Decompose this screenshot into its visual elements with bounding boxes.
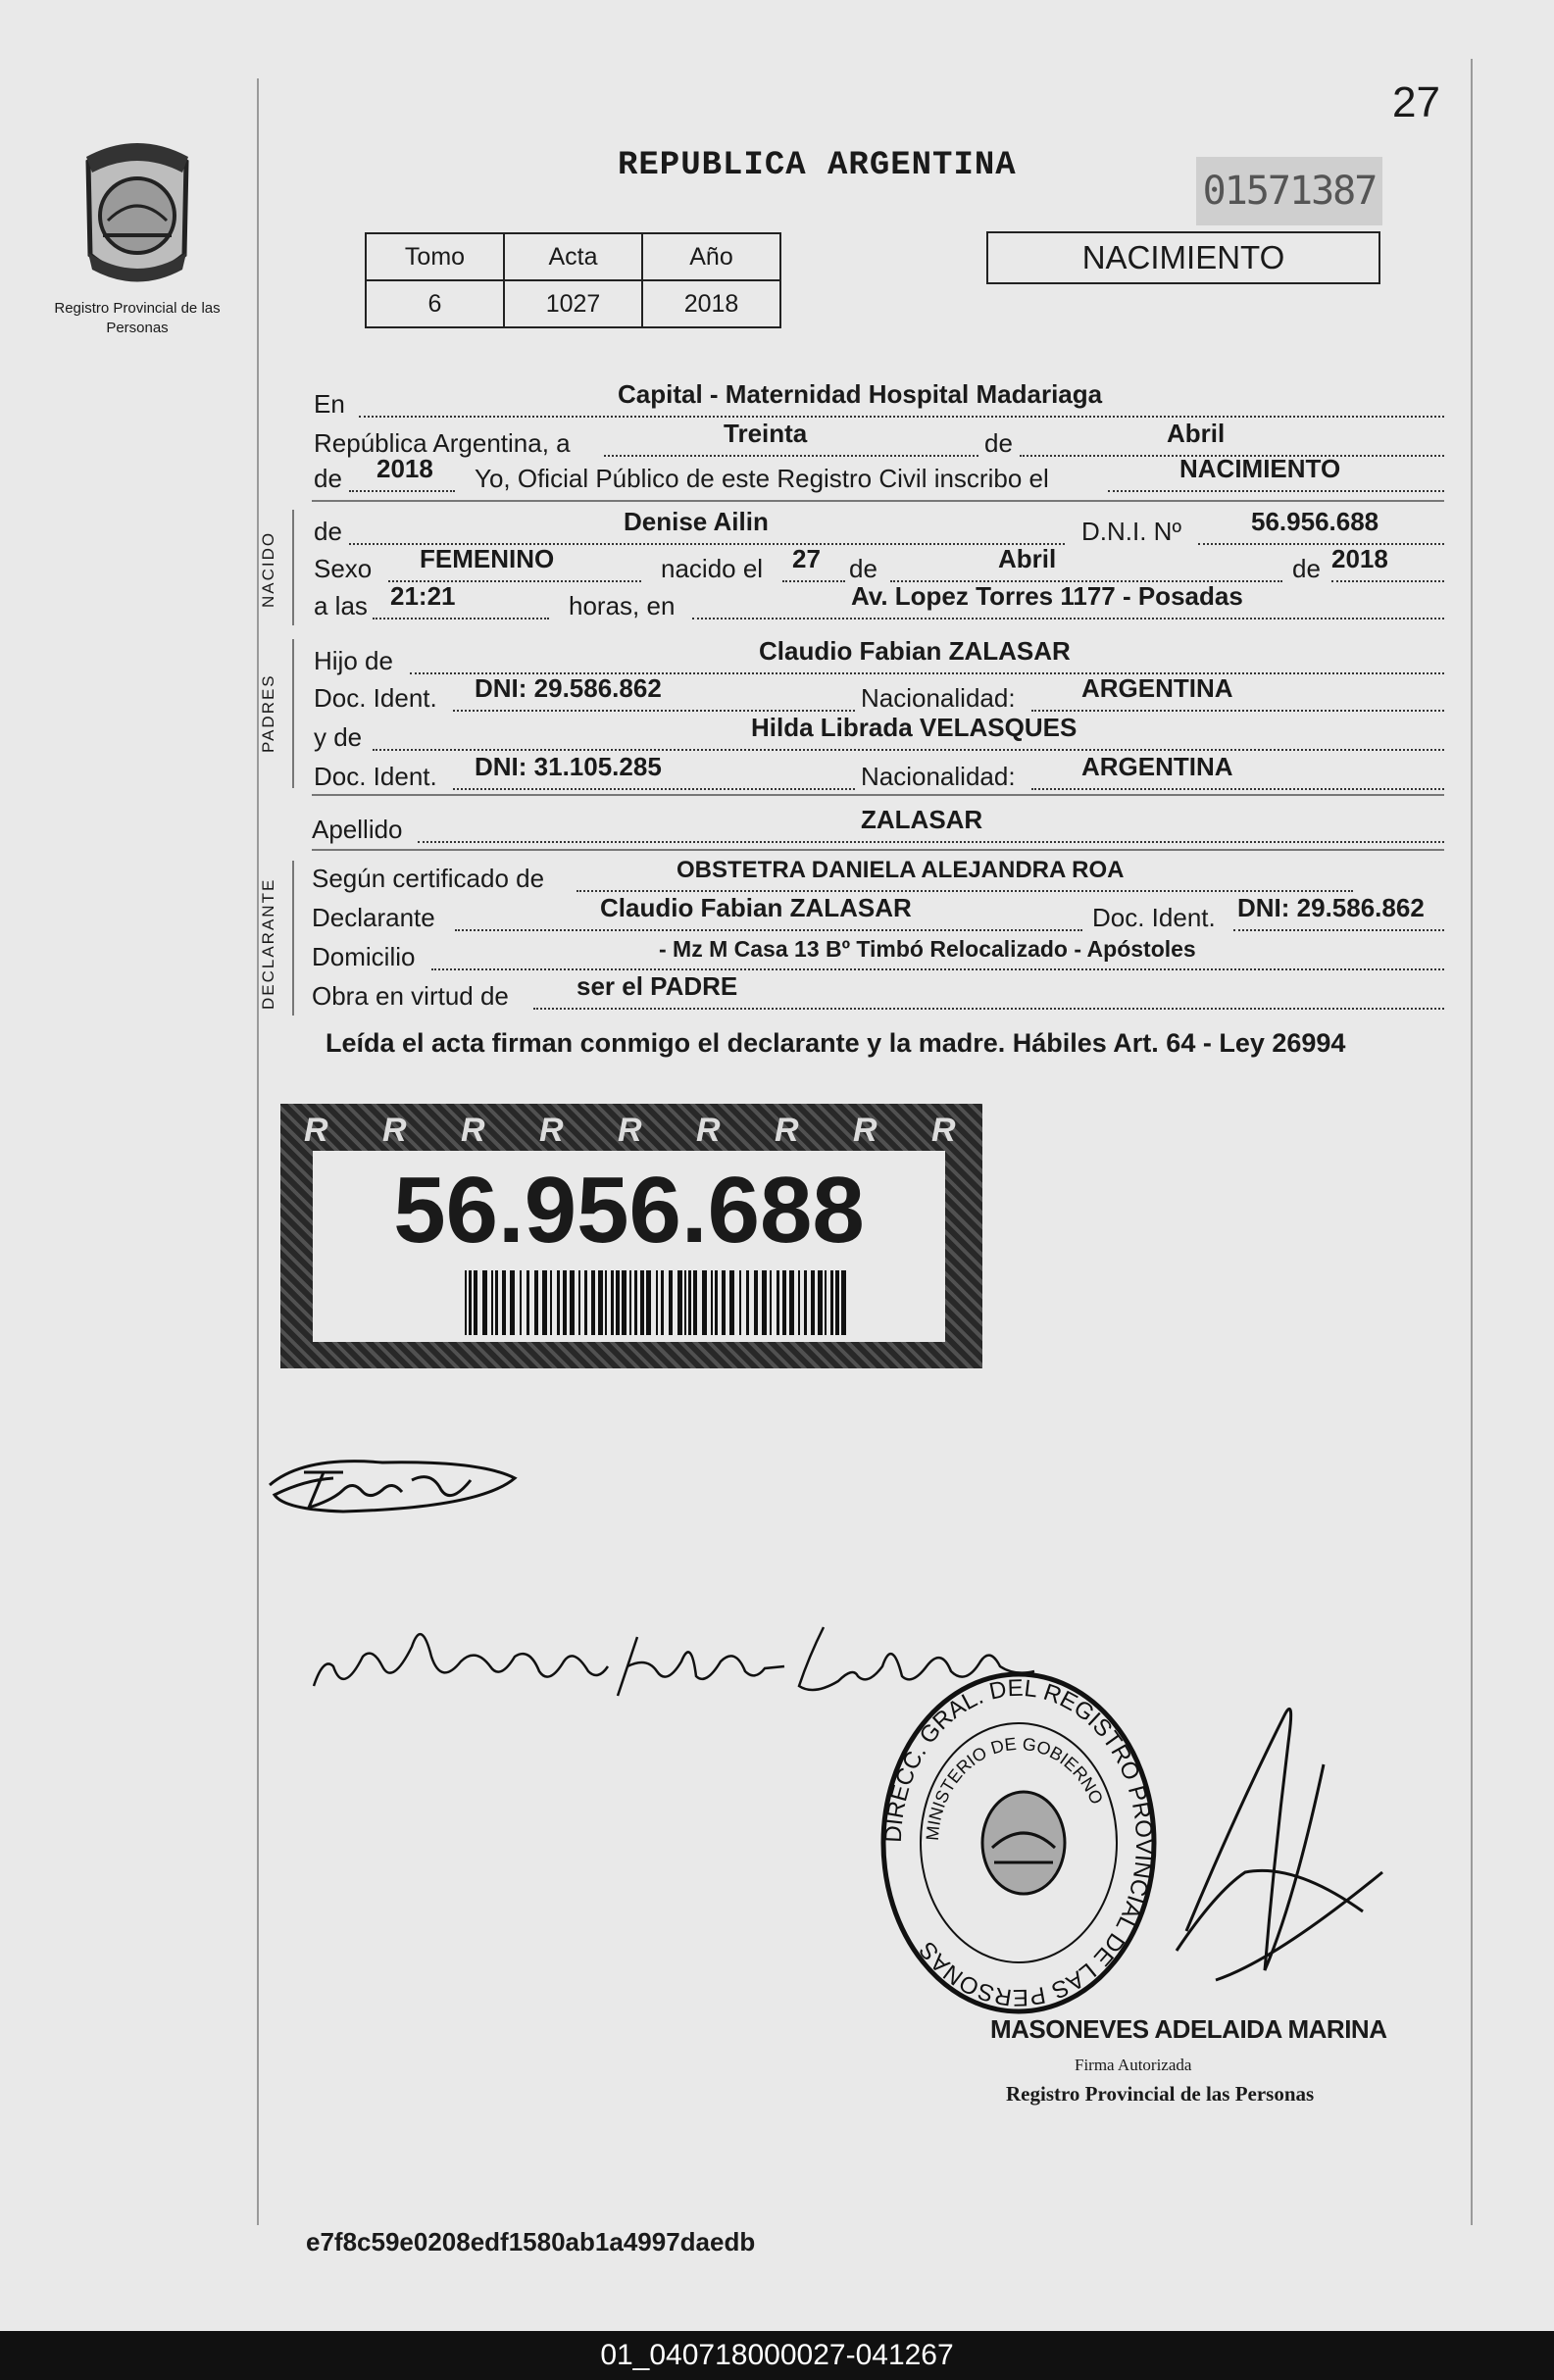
surname-value: ZALASAR (861, 805, 983, 834)
obra-row (312, 971, 1444, 1016)
nat-label: Nacionalidad: (861, 762, 1016, 791)
official-name: MASONEVES ADELAIDA MARINA (990, 2014, 1387, 2044)
hours-label: horas, en (569, 591, 676, 620)
declarante-side-label: DECLARANTE (259, 877, 277, 1010)
declarant-label: Declarante (312, 903, 435, 932)
registry-label: Registro Provincial de las Personas (1006, 2082, 1315, 2106)
seal-inner-text: MINISTERIO DE GOBIERNO (922, 1733, 1107, 1842)
svg-text:R: R (775, 1112, 799, 1149)
place-value: Capital - Maternidad Hospital Madariaga (618, 379, 1103, 409)
document-hash: e7f8c59e0208edf1580ab1a4997daedb (306, 2227, 756, 2256)
birth-time: 21:21 (390, 581, 456, 611)
footnote: Leída el acta firman conmigo el declarante y la madre. Hábiles Art. 64 - Ley 26994 (326, 1028, 1346, 1058)
domicile-value: - Mz M Casa 13 Bº Timbó Relocalizado - Apóstoles (659, 936, 1196, 962)
page-title: REPUBLICA ARGENTINA (618, 147, 1017, 184)
surname-label: Apellido (312, 815, 403, 844)
birth-address: Av. Lopez Torres 1177 - Posadas (851, 581, 1243, 611)
svg-text:R: R (539, 1112, 564, 1149)
svg-text:R: R (304, 1112, 328, 1149)
id-sticker (280, 1104, 982, 1368)
sex-value: FEMENINO (420, 544, 555, 573)
svg-text:R: R (382, 1112, 407, 1149)
obra-label: Obra en virtud de (312, 981, 509, 1011)
svg-text:R: R (931, 1112, 956, 1149)
born-label: nacido el (661, 554, 764, 583)
day-value: Treinta (724, 419, 808, 448)
authorized-signature-label: Firma Autorizada (1075, 2056, 1192, 2074)
value-tomo: 6 (366, 280, 504, 327)
province-seal-icon (69, 137, 206, 294)
surname-row (312, 805, 1444, 849)
birth-year: 2018 (1331, 544, 1388, 573)
time-row (312, 581, 1444, 625)
de-label-2: de (849, 554, 877, 583)
cert-row (312, 859, 1444, 898)
birth-day: 27 (792, 544, 821, 573)
doc-label: Doc. Ident. (1092, 903, 1216, 932)
cert-value: OBSTETRA DANIELA ALEJANDRA ROA (677, 857, 1125, 883)
act-type-box: NACIMIENTO (986, 231, 1380, 284)
year-value: 2018 (376, 454, 433, 483)
seal-ring-text: DIRECC. GRAL. DEL REGISTRO PROVINCIAL DE LAS PERSONAS (879, 1674, 1158, 2011)
de-year-label: de (314, 464, 342, 493)
hijo-label: Hijo de (314, 646, 393, 675)
place-label: En (314, 389, 345, 419)
sticker-pattern-strip (280, 1104, 982, 1151)
domicile-label: Domicilio (312, 942, 416, 971)
padres-side-label: PADRES (259, 673, 277, 753)
left-margin-line (257, 78, 259, 2225)
header-ano: Año (642, 233, 780, 280)
registry-table (365, 232, 781, 328)
right-margin-line (1471, 59, 1473, 2225)
father-name: Claudio Fabian ZALASAR (759, 636, 1071, 666)
serial-number: 01571387 (1196, 157, 1382, 225)
year-row (312, 454, 1444, 498)
value-ano: 2018 (642, 280, 780, 327)
and-label: y de (314, 722, 363, 752)
document-id-bar: 01_040718000027-041267 (0, 2331, 1554, 2380)
official-signature (1157, 1657, 1392, 2049)
date-label: República Argentina, a (314, 428, 571, 458)
barcode-icon (465, 1270, 855, 1335)
svg-text:R: R (696, 1112, 721, 1149)
time-label: a las (314, 591, 368, 620)
cert-label: Según certificado de (312, 864, 545, 893)
declarant-signature (265, 1451, 520, 1519)
doc-label: Doc. Ident. (314, 762, 437, 791)
nat-label: Nacionalidad: (861, 683, 1016, 713)
header-tomo: Tomo (366, 233, 504, 280)
header-acta: Acta (504, 233, 642, 280)
mother-doc-row (312, 752, 1444, 796)
place-row (312, 379, 1444, 423)
mother-row (312, 713, 1444, 757)
logo-caption: Registro Provincial de las Personas (54, 300, 221, 336)
father-doc-row (312, 673, 1444, 718)
child-name: Denise Ailin (624, 507, 769, 536)
de-label-3: de (1292, 554, 1321, 583)
svg-text:R: R (618, 1112, 642, 1149)
mother-nationality: ARGENTINA (1081, 752, 1233, 781)
value-acta: 1027 (504, 280, 642, 327)
de-label: de (984, 428, 1013, 458)
domicile-row (312, 937, 1444, 976)
nacido-side-label: NACIDO (259, 530, 277, 608)
act-inscribed: NACIMIENTO (1179, 454, 1341, 483)
mother-doc: DNI: 31.105.285 (475, 752, 662, 781)
sex-label: Sexo (314, 554, 373, 583)
declarant-doc: DNI: 29.586.862 (1237, 893, 1425, 922)
father-nationality: ARGENTINA (1081, 673, 1233, 703)
name-label: de (314, 517, 342, 546)
doc-label: Doc. Ident. (314, 683, 437, 713)
declarant-row (312, 893, 1444, 937)
birth-month: Abril (998, 544, 1057, 573)
page-number: 27 (1392, 78, 1440, 126)
obra-value: ser el PADRE (576, 971, 738, 1001)
sticker-number: 56.956.688 (393, 1158, 865, 1263)
svg-text:R: R (853, 1112, 877, 1149)
mother-name: Hilda Librada VELASQUES (751, 713, 1078, 742)
dni-label: D.N.I. Nº (1081, 517, 1181, 546)
father-doc: DNI: 29.586.862 (475, 673, 662, 703)
official-label: Yo, Oficial Público de este Registro Civil inscribo el (475, 464, 1049, 493)
month-value: Abril (1167, 419, 1226, 448)
svg-text:R: R (461, 1112, 485, 1149)
declarant-name: Claudio Fabian ZALASAR (600, 893, 912, 922)
official-seal-icon (877, 1657, 1161, 2029)
child-dni: 56.956.688 (1251, 507, 1379, 536)
